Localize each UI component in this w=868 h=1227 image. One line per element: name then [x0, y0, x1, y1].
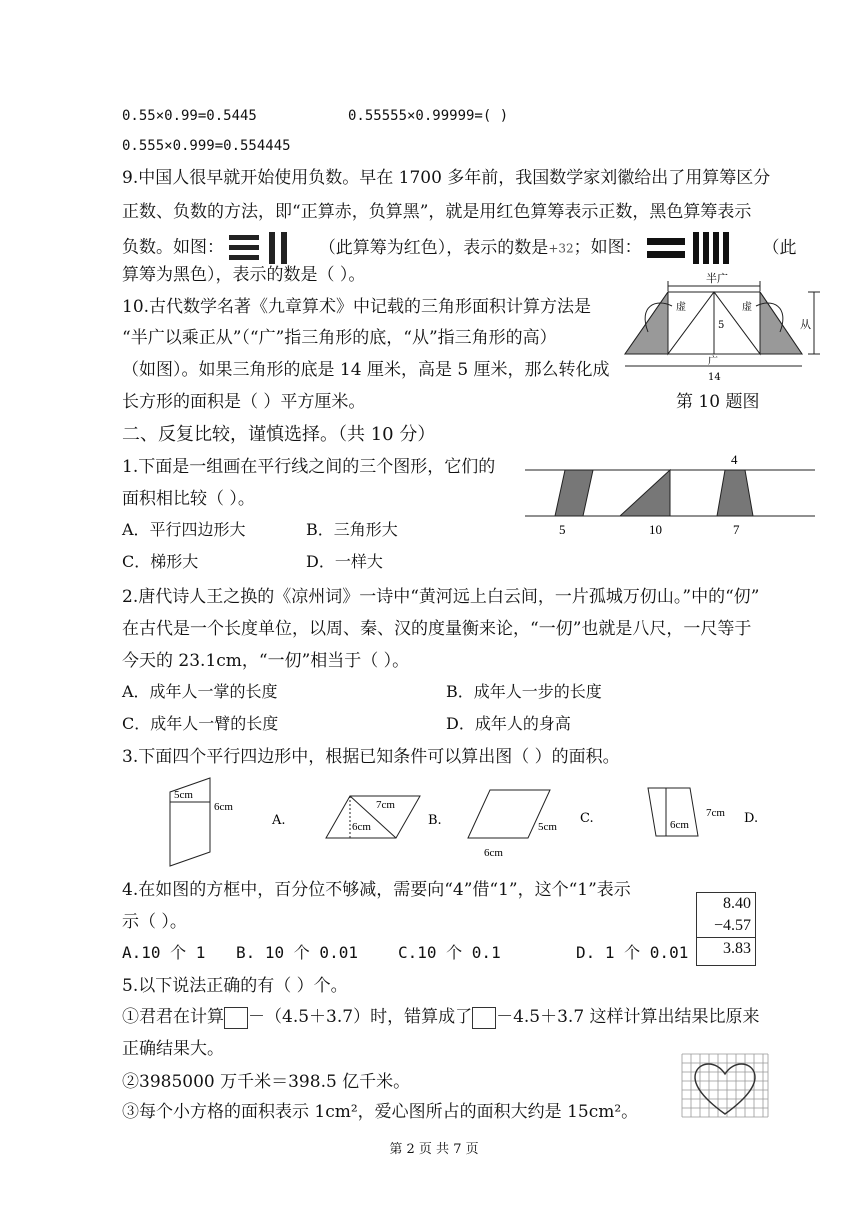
q10-line4: 长方形的面积是（ ）平方厘米。: [122, 392, 366, 412]
c5-s1: [122, 1005, 760, 1029]
c4-calc-r1: 8.40: [723, 895, 751, 912]
q10-label-side: 从: [800, 318, 811, 331]
c1-line2: 面积相比较（ ）。: [122, 489, 255, 509]
c4-line2: 示（ ）。: [122, 912, 187, 932]
c5-s1d: 正确结果大。: [122, 1039, 224, 1059]
q8-line2: 0.555×0.999=0.554445: [122, 138, 291, 154]
c1-fig-b3: 7: [733, 522, 740, 537]
c3-d-s: 7cm: [706, 807, 725, 819]
blank-box: [472, 1007, 496, 1029]
section2-title: 二、反复比较，谨慎选择。（共 10 分）: [122, 424, 436, 445]
q9-line3: [122, 232, 796, 264]
c2-line1: 2.唐代诗人王之换的《凉州词》一诗中“黄河远上白云间，一片孤城万仞山。”中的“仞”: [122, 587, 760, 607]
c3-b-h: 6cm: [352, 821, 371, 833]
c4-option-a: A.10 个 1: [122, 943, 206, 962]
q10-label-base: 广: [708, 356, 718, 367]
c3-a-label: A.: [272, 813, 286, 828]
black-counting-rods-icon: [647, 232, 737, 264]
q9-line4: 算筹为黑色），表示的数是（ ）。: [122, 265, 366, 285]
c3-c-b: 6cm: [484, 847, 503, 859]
c4-option-b: B. 10 个 0.01: [236, 943, 358, 962]
c1-option-d: D．一样大: [306, 552, 383, 571]
c5-s2: ②3985000 万千米＝398.5 亿千米。: [122, 1072, 411, 1092]
q9-line1: 9.中国人很早就开始使用负数。早在 1700 多年前，我国数学家刘徽给出了用算筹区分: [122, 168, 771, 188]
c3-d-h: 6cm: [670, 819, 689, 831]
c2-option-d: D．成年人的身高: [446, 714, 571, 733]
q9-line3e: （此: [762, 237, 797, 258]
q9-line3b: （此算筹为红色），表示的数是: [318, 237, 549, 258]
heart-icon: [695, 1064, 755, 1114]
q8-line1a: 0.55×0.99=0.5445: [122, 108, 257, 124]
q10-line3: （如图）。如果三角形的底是 14 厘米，高是 5 厘米，那么转化成: [122, 360, 610, 380]
q9-line2: 正数、负数的方法，即“正算赤，负算黑”，就是用红色算筹表示正数，黑色算筹表示: [122, 202, 752, 222]
c3-c-s: 5cm: [538, 821, 557, 833]
c4-calc-box: [696, 892, 756, 966]
q9-line3d: ；如图：: [573, 237, 642, 258]
c1-fig-top: 4: [731, 452, 738, 467]
q10-figure: [620, 270, 830, 388]
heart-grid-figure: [680, 1052, 770, 1122]
c4-option-d: D. 1 个 0.01: [576, 943, 689, 962]
c1-figure: [525, 452, 815, 542]
q10-line2: “半广以乘正从”（“广”指三角形的底，“从”指三角形的高）: [122, 328, 557, 348]
c2-line3: 今天的 23.1cm，“一仞”相当于（ ）。: [122, 651, 410, 671]
c2-option-c: C．成年人一臂的长度: [122, 714, 279, 733]
red-counting-rods-icon: [229, 232, 299, 264]
c5-s1a: ①君君在计算: [122, 1007, 224, 1027]
c1-fig-b1: 5: [559, 522, 566, 537]
c4-calc-r2: −4.57: [697, 915, 755, 938]
c3-b-s: 7cm: [376, 799, 395, 811]
c5-line1: 5.以下说法正确的有（ ）个。: [122, 976, 348, 996]
q8-line1b: 0.55555×0.99999=( ): [348, 108, 509, 124]
q10-label-xu-left: 虚: [676, 302, 686, 313]
c4-option-c: C.10 个 0.1: [398, 943, 501, 962]
c2-line2: 在古代是一个长度单位，以周、秦、汉的度量衡来论，“一仞”也就是八尺，一尺等于: [122, 619, 752, 639]
c1-fig-b2: 10: [649, 522, 662, 537]
c3-d-label: D.: [744, 811, 759, 826]
c4-calc-r3: 3.83: [723, 940, 751, 957]
c5-s3: ③每个小方格的面积表示 1cm²，爱心图所占的面积大约是 15cm²。: [122, 1102, 639, 1122]
q10-label-base-num: 14: [708, 372, 721, 383]
c1-option-c: C．梯形大: [122, 552, 199, 571]
c2-option-a: A．成年人一掌的长度: [122, 682, 278, 701]
q10-label-top: 半广: [706, 273, 728, 285]
blank-box: [224, 1007, 248, 1029]
q9-value: +32: [548, 241, 574, 256]
c1-option-b: B．三角形大: [306, 520, 398, 539]
c3-line1: 3.下面四个平行四边形中，根据已知条件可以算出图（ ）的面积。: [122, 747, 620, 767]
q10-line1: 10.古代数学名著《九章算术》中记载的三角形面积计算方法是: [122, 297, 592, 317]
q10-caption: 第 10 题图: [676, 392, 760, 412]
c5-s1c: －4.5＋3.7 这样计算出结果比原来: [496, 1007, 760, 1027]
c3-a-w: 5cm: [174, 789, 193, 801]
c3-b-label: B.: [428, 813, 442, 828]
c4-line1: 4.在如图的方框中，百分位不够减，需要向“4”借“1”，这个“1”表示: [122, 880, 631, 900]
c3-c-label: C.: [580, 811, 594, 826]
page-footer: 第 2 页 共 7 页: [389, 1142, 479, 1157]
c3-figures: [150, 776, 780, 868]
c2-option-b: B．成年人一步的长度: [446, 682, 602, 701]
q10-label-xu-right: 虚: [742, 302, 752, 313]
q10-label-height: 5: [718, 320, 725, 331]
q9-line3a: 负数。如图：: [122, 237, 224, 258]
c1-option-a: A．平行四边形大: [122, 520, 246, 539]
c5-s1b: －（4.5＋3.7）时，错算成了: [248, 1007, 473, 1027]
c1-line1: 1.下面是一组画在平行线之间的三个图形，它们的: [122, 457, 496, 477]
c3-a-h: 6cm: [214, 801, 233, 813]
